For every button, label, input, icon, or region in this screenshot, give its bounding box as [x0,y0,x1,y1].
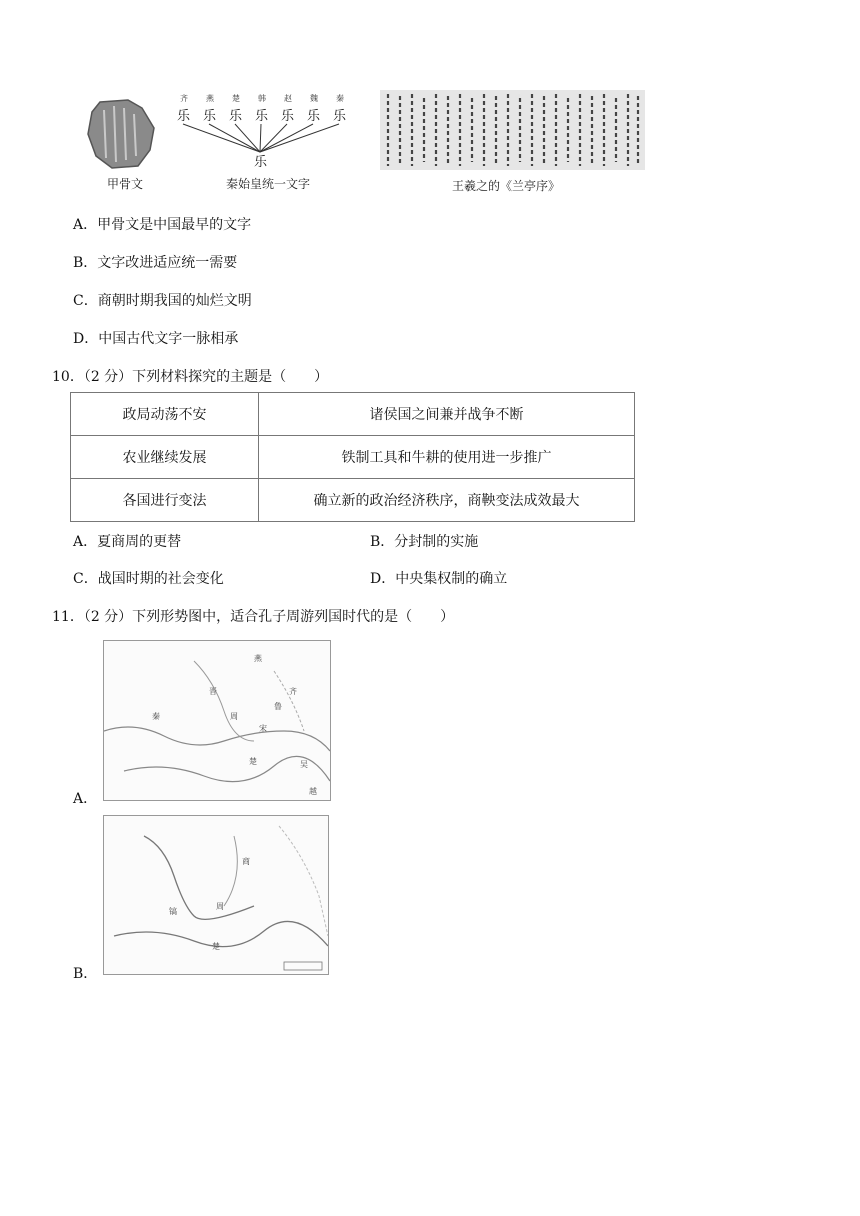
q10-stem: 10．（2 分）下列材料探究的主题是（ ） [52,369,329,385]
table-row [71,393,635,436]
oracle-bone-image [82,98,157,170]
table-cell: 各国进行变法 [71,479,259,522]
svg-text:乐: 乐 [229,109,243,124]
q9-option-a[interactable] [73,214,251,234]
map-label: 晋 [209,687,217,696]
map-label: 燕 [254,654,262,663]
svg-text:魏: 魏 [310,94,318,103]
svg-text:乐: 乐 [255,109,269,124]
map-label: 齐 [289,687,297,696]
qin-unification-diagram [170,92,355,172]
table-row [71,436,635,479]
svg-text:乐: 乐 [177,109,191,124]
svg-text:赵: 赵 [284,94,292,103]
map-label: 商 [242,857,250,866]
q10-option-d[interactable] [370,568,507,588]
svg-text:乐: 乐 [203,109,217,124]
map-label: 秦 [152,712,160,721]
svg-text:韩: 韩 [258,94,266,103]
table-cell: 确立新的政治经济秩序，商鞅变法成效最大 [259,479,635,522]
table-cell: 农业继续发展 [71,436,259,479]
option-letter: A． [73,217,98,233]
svg-text:燕: 燕 [206,94,214,103]
option-letter: C． [73,571,98,587]
qin-center-char: 乐 [254,155,268,170]
qin-caption: 秦始皇统一文字 [226,177,311,191]
table-cell: 诸侯国之间兼并战争不断 [259,393,635,436]
svg-text:齐: 齐 [180,94,188,103]
svg-text:乐: 乐 [333,109,347,124]
q11-option-b[interactable]: B． [73,966,98,982]
option-text: 文字改进适应统一需要 [97,255,238,271]
q10-option-c[interactable] [73,568,224,588]
option-text: 分封制的实施 [394,534,479,550]
q9-option-b[interactable] [73,252,237,272]
map-label: 镐 [169,907,177,916]
table-cell: 政局动荡不安 [71,393,259,436]
q11-option-a[interactable]: A． [73,791,98,807]
map-label: 越 [309,787,317,796]
option-text: 战国时期的社会变化 [97,571,224,587]
table-cell: 铁制工具和牛耕的使用进一步推广 [259,436,635,479]
option-letter: C． [73,293,98,309]
map-label: 楚 [249,757,257,766]
q9-option-c[interactable] [73,290,252,310]
q11-stem: 11．（2 分）下列形势图中，适合孔子周游列国时代的是（ ） [52,609,455,625]
option-letter: A． [73,534,98,550]
option-letter: D． [73,331,99,347]
map-label: 楚 [212,942,220,951]
option-letter: B． [73,255,98,271]
option-text: 中央集权制的确立 [395,571,508,587]
map-b[interactable] [103,815,329,975]
map-label: 宋 [259,724,267,733]
map-a[interactable] [103,640,331,801]
svg-text:乐: 乐 [281,109,295,124]
option-text: 商朝时期我国的灿烂文明 [97,293,252,309]
option-text: 夏商周的更替 [97,534,182,550]
oracle-caption: 甲骨文 [107,177,144,191]
option-text: 中国古代文字一脉相承 [98,331,239,347]
map-label: 鲁 [274,702,282,711]
q10-material-table [70,392,635,522]
lanting-caption: 王羲之的《兰亭序》 [452,179,561,193]
table-row [71,479,635,522]
option-letter: D． [370,571,396,587]
option-text: 甲骨文是中国最早的文字 [97,217,252,233]
lanting-calligraphy-image [380,90,645,170]
q9-option-d[interactable] [73,328,238,348]
option-letter: B． [370,534,395,550]
map-a-rivers [104,641,330,800]
map-label: 吴 [300,760,308,769]
svg-text:楚: 楚 [232,94,240,103]
svg-text:秦: 秦 [336,94,344,103]
q10-option-b[interactable] [370,531,478,551]
map-label: 周 [230,712,238,721]
svg-text:乐: 乐 [307,109,321,124]
q10-option-a[interactable] [73,531,181,551]
map-label: 周 [216,902,224,911]
